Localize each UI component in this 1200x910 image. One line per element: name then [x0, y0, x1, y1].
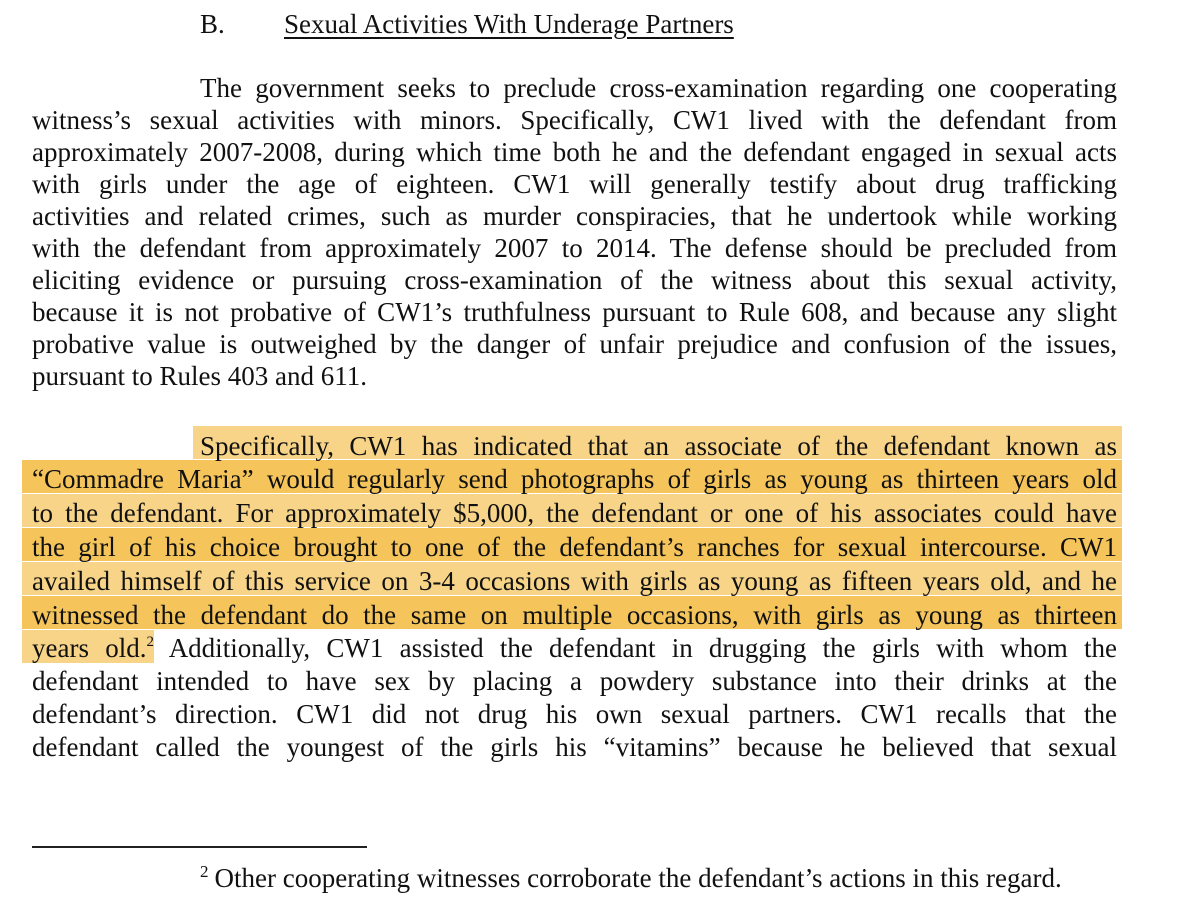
- paragraph-line: “Commadre Maria” would regularly send photographs of girls as young as thirteen years old: [32, 464, 1117, 494]
- paragraph-line: defendant’s direction. CW1 did not drug his own sexual partners. CW1 recalls that the: [32, 699, 1117, 729]
- paragraph-line: defendant called the youngest of the girls his “vitamins” because he believed that sexual: [32, 732, 1117, 762]
- paragraph-line: defendant intended to have sex by placing a powdery substance into their drinks at the: [32, 666, 1117, 696]
- footnote-text: Other cooperating witnesses corroborate the defendant’s actions in this regard.: [214, 863, 1062, 893]
- paragraph-line: probative value is outweighed by the danger of unfair prejudice and confusion of the issues,: [32, 329, 1117, 359]
- paragraph-line: [32, 632, 1117, 665]
- footnote-divider: [32, 846, 367, 848]
- footnote-reference[interactable]: 2: [146, 634, 154, 650]
- paragraph-line: pursuant to Rules 403 and 611.: [32, 361, 367, 391]
- paragraph-line: approximately 2007-2008, during which time both he and the defendant engaged in sexual acts: [32, 137, 1117, 167]
- paragraph-line: witnessed the defendant do the same on multiple occasions, with girls as young as thirteen: [32, 600, 1117, 630]
- section-heading: [200, 8, 734, 40]
- paragraph-line: because it is not probative of CW1’s truthfulness pursuant to Rule 608, and because any slight: [32, 297, 1117, 327]
- highlighted-text: years old.: [32, 633, 147, 663]
- section-title: Sexual Activities With Underage Partners: [284, 9, 734, 39]
- paragraph-line: eliciting evidence or pursuing cross-examination of the witness about this sexual activity,: [32, 265, 1117, 295]
- footnote: [200, 862, 1062, 894]
- footnote-number: 2: [200, 862, 209, 881]
- paragraph-line: with the defendant from approximately 2007 to 2014. The defense should be precluded from: [32, 233, 1117, 263]
- paragraph-line: availed himself of this service on 3-4 occasions with girls as young as fifteen years old, and he: [32, 566, 1117, 596]
- paragraph-line: The government seeks to preclude cross-examination regarding one cooperating: [200, 73, 1117, 103]
- paragraph-line: witness’s sexual activities with minors. Specifically, CW1 lived with the defendant from: [32, 105, 1117, 135]
- paragraph-line: Specifically, CW1 has indicated that an associate of the defendant known as: [200, 431, 1117, 461]
- paragraph-line: activities and related crimes, such as murder conspiracies, that he undertook while working: [32, 201, 1117, 231]
- paragraph-line: with girls under the age of eighteen. CW1 will generally testify about drug trafficking: [32, 169, 1117, 199]
- paragraph-line: the girl of his choice brought to one of the defendant’s ranches for sexual intercourse. CW1: [32, 532, 1117, 562]
- section-letter: B.: [200, 9, 225, 39]
- line-text: Additionally, CW1 assisted the defendant in drugging the girls with whom the: [168, 633, 1118, 663]
- paragraph-line: to the defendant. For approximately $5,000, the defendant or one of his associates could have: [32, 498, 1117, 528]
